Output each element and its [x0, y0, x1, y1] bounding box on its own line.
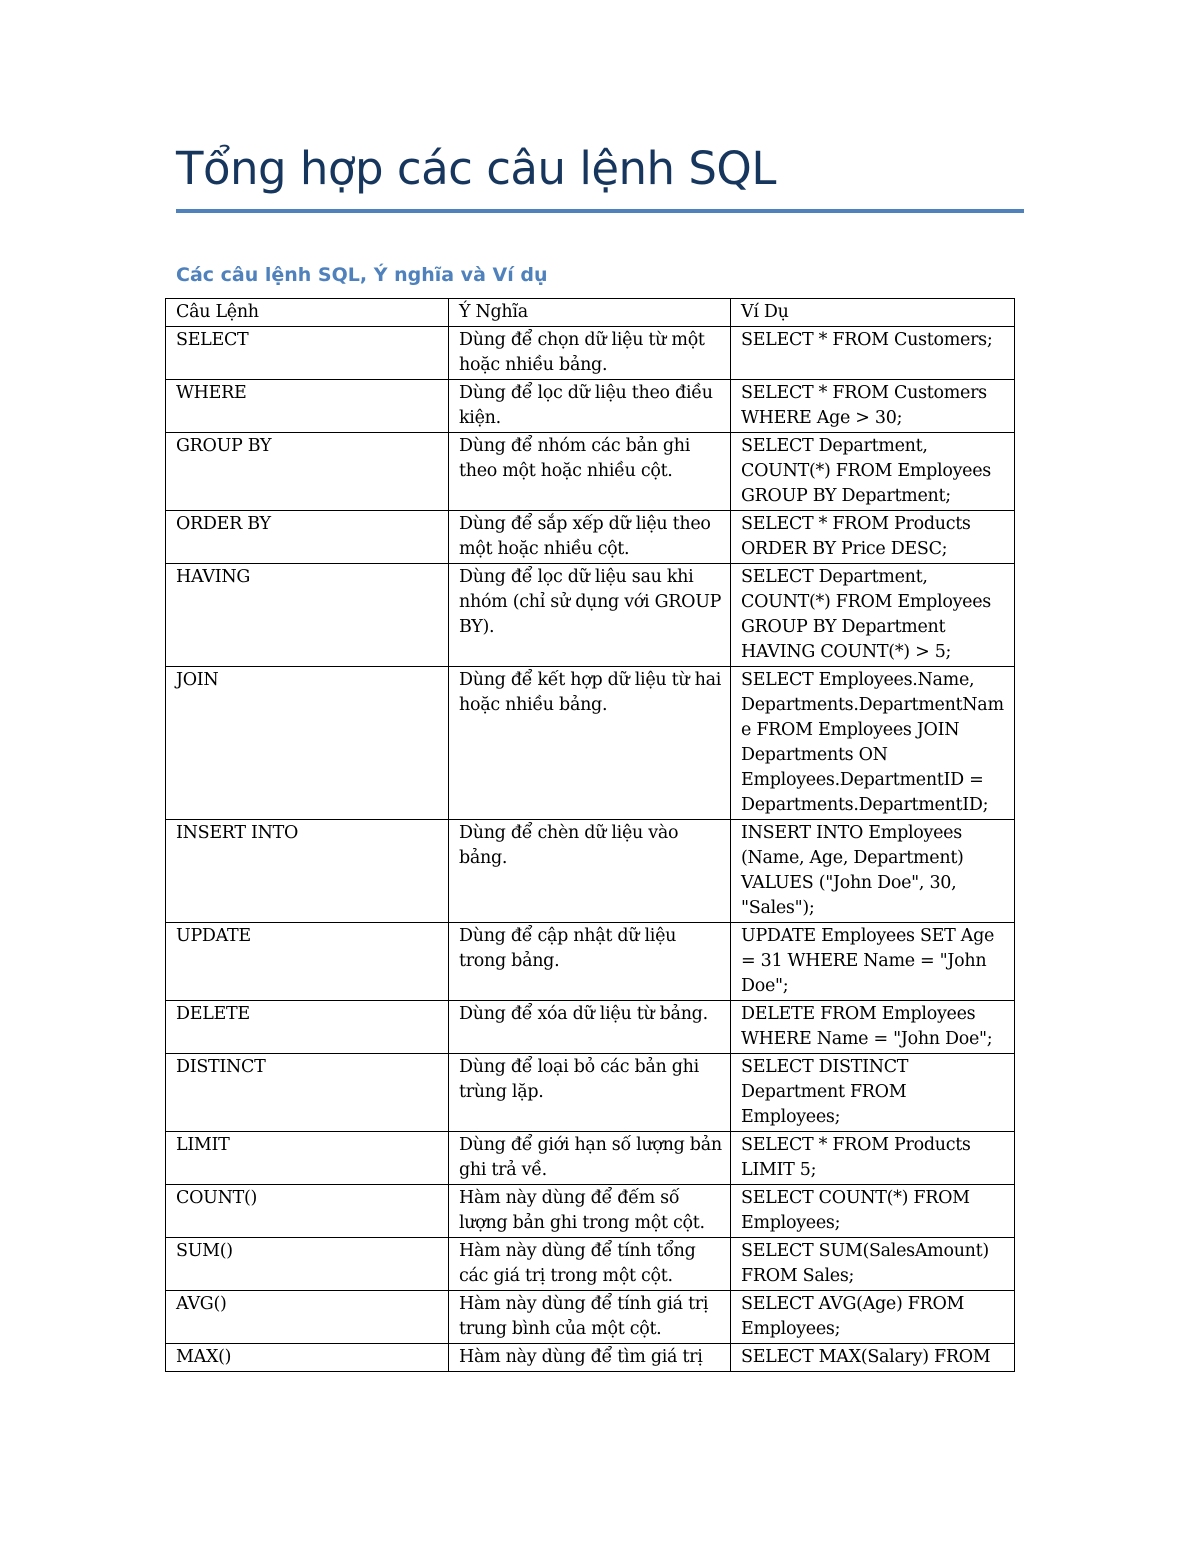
table-row — [166, 433, 1015, 511]
example-cell: SELECT COUNT(*) FROM Employees; — [731, 1185, 1015, 1238]
table-header-row — [166, 299, 1015, 327]
table-row — [166, 820, 1015, 923]
command-cell: HAVING — [166, 564, 449, 667]
meaning-cell: Dùng để sắp xếp dữ liệu theo một hoặc nhiều cột. — [449, 511, 731, 564]
example-cell: INSERT INTO Employees (Name, Age, Department) VALUES ("John Doe", 30, "Sales"); — [731, 820, 1015, 923]
meaning-cell: Dùng để lọc dữ liệu theo điều kiện. — [449, 380, 731, 433]
meaning-cell: Dùng để giới hạn số lượng bản ghi trả về. — [449, 1132, 731, 1185]
command-cell: AVG() — [166, 1291, 449, 1344]
example-cell: SELECT Department, COUNT(*) FROM Employees GROUP BY Department; — [731, 433, 1015, 511]
header-example: Ví Dụ — [731, 299, 1015, 327]
table-row — [166, 923, 1015, 1001]
table-row — [166, 327, 1015, 380]
table-row — [166, 1054, 1015, 1132]
header-command: Câu Lệnh — [166, 299, 449, 327]
command-cell: INSERT INTO — [166, 820, 449, 923]
meaning-cell: Dùng để cập nhật dữ liệu trong bảng. — [449, 923, 731, 1001]
header-meaning: Ý Nghĩa — [449, 299, 731, 327]
example-cell: SELECT Employees.Name, Departments.DepartmentName FROM Employees JOIN Departments ON Employees.DepartmentID = Departments.DepartmentID; — [731, 667, 1015, 820]
meaning-cell: Dùng để loại bỏ các bản ghi trùng lặp. — [449, 1054, 731, 1132]
example-cell: DELETE FROM Employees WHERE Name = "John Doe"; — [731, 1001, 1015, 1054]
meaning-cell: Dùng để kết hợp dữ liệu từ hai hoặc nhiều bảng. — [449, 667, 731, 820]
command-cell: COUNT() — [166, 1185, 449, 1238]
meaning-cell: Dùng để chọn dữ liệu từ một hoặc nhiều bảng. — [449, 327, 731, 380]
command-cell: MAX() — [166, 1344, 449, 1372]
table-row — [166, 1001, 1015, 1054]
command-cell: DISTINCT — [166, 1054, 449, 1132]
command-cell: LIMIT — [166, 1132, 449, 1185]
table-row — [166, 1238, 1015, 1291]
table-row — [166, 1132, 1015, 1185]
command-cell: JOIN — [166, 667, 449, 820]
document-title: Tổng hợp các câu lệnh SQL — [176, 142, 776, 195]
meaning-cell: Dùng để xóa dữ liệu từ bảng. — [449, 1001, 731, 1054]
command-cell: DELETE — [166, 1001, 449, 1054]
section-heading: Các câu lệnh SQL, Ý nghĩa và Ví dụ — [176, 264, 548, 286]
table-row — [166, 380, 1015, 433]
meaning-cell: Dùng để chèn dữ liệu vào bảng. — [449, 820, 731, 923]
meaning-cell: Hàm này dùng để tính giá trị trung bình của một cột. — [449, 1291, 731, 1344]
meaning-cell: Dùng để nhóm các bản ghi theo một hoặc nhiều cột. — [449, 433, 731, 511]
command-cell: SELECT — [166, 327, 449, 380]
example-cell: SELECT * FROM Customers; — [731, 327, 1015, 380]
command-cell: ORDER BY — [166, 511, 449, 564]
command-cell: SUM() — [166, 1238, 449, 1291]
sql-commands-table — [165, 298, 1015, 1372]
table-row — [166, 1291, 1015, 1344]
example-cell: SELECT MAX(Salary) FROM — [731, 1344, 1015, 1372]
command-cell: UPDATE — [166, 923, 449, 1001]
table-row — [166, 564, 1015, 667]
example-cell: SELECT * FROM Products ORDER BY Price DESC; — [731, 511, 1015, 564]
meaning-cell: Hàm này dùng để đếm số lượng bản ghi trong một cột. — [449, 1185, 731, 1238]
example-cell: SELECT * FROM Products LIMIT 5; — [731, 1132, 1015, 1185]
meaning-cell: Dùng để lọc dữ liệu sau khi nhóm (chỉ sử dụng với GROUP BY). — [449, 564, 731, 667]
example-cell: UPDATE Employees SET Age = 31 WHERE Name = "John Doe"; — [731, 923, 1015, 1001]
example-cell: SELECT DISTINCT Department FROM Employees; — [731, 1054, 1015, 1132]
meaning-cell: Hàm này dùng để tính tổng các giá trị trong một cột. — [449, 1238, 731, 1291]
table-row — [166, 511, 1015, 564]
example-cell: SELECT SUM(SalesAmount) FROM Sales; — [731, 1238, 1015, 1291]
table-row — [166, 1344, 1015, 1372]
table-row — [166, 667, 1015, 820]
example-cell: SELECT * FROM Customers WHERE Age > 30; — [731, 380, 1015, 433]
example-cell: SELECT Department, COUNT(*) FROM Employees GROUP BY Department HAVING COUNT(*) > 5; — [731, 564, 1015, 667]
title-underline — [176, 209, 1024, 213]
example-cell: SELECT AVG(Age) FROM Employees; — [731, 1291, 1015, 1344]
table-row — [166, 1185, 1015, 1238]
meaning-cell: Hàm này dùng để tìm giá trị — [449, 1344, 731, 1372]
command-cell: WHERE — [166, 380, 449, 433]
command-cell: GROUP BY — [166, 433, 449, 511]
